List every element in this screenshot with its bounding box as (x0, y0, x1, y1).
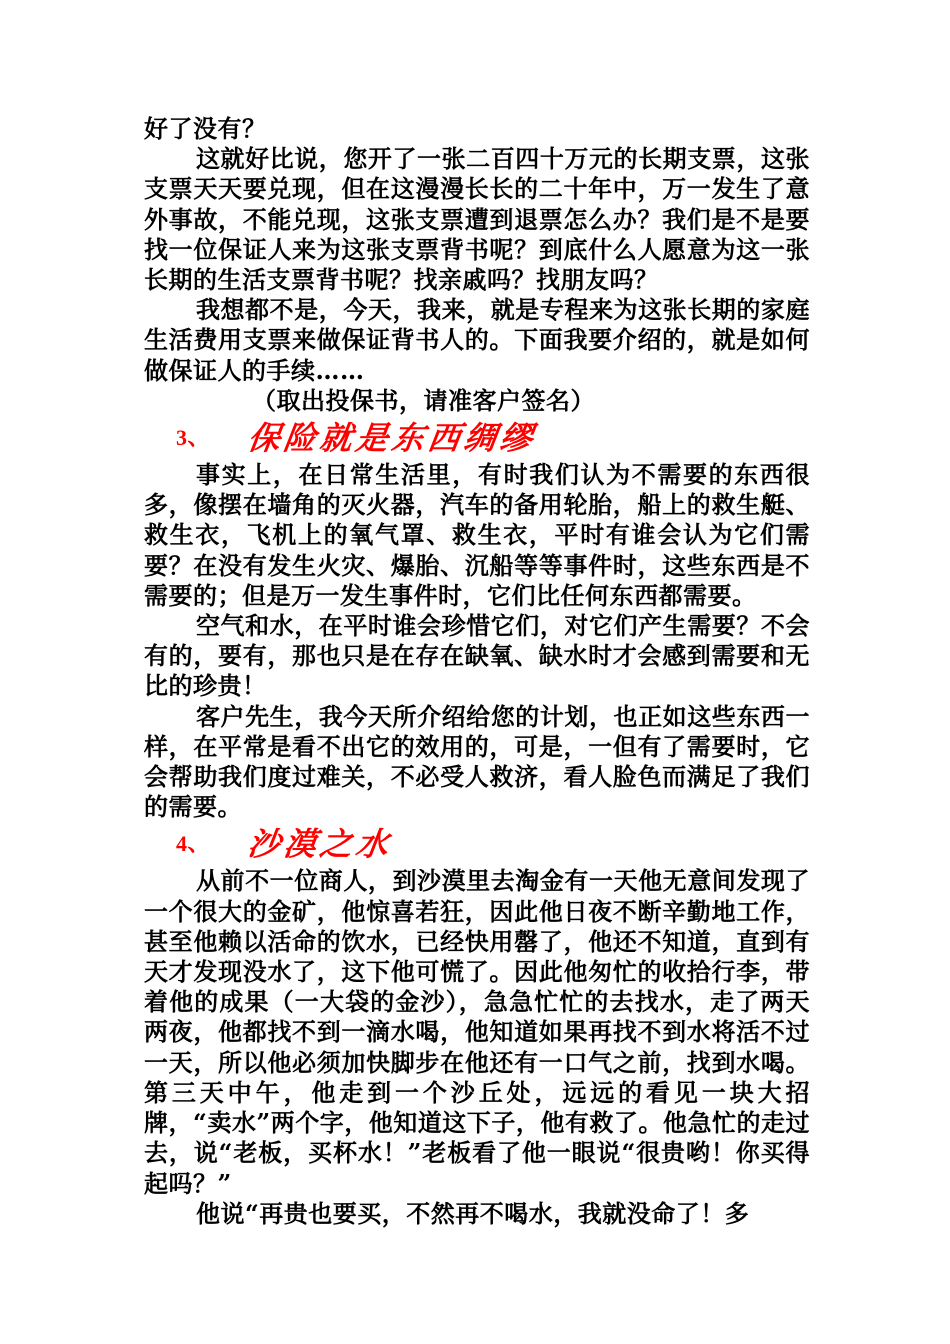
paragraph-desert-story-cont: 他说“再贵也要买，不然再不喝水，我就没命了！多 (196, 1198, 750, 1228)
paragraph-air-water: 空气和水，在平时谁会珍惜它们，对它们产生需要？不会有的，要有，那也只是在存在缺氧、缺水时才会感到需要和无比的珍贵！ (144, 611, 810, 701)
paragraph-plan-benefit: 客户先生，我今天所介绍给您的计划，也正如这些东西一样，在平常是看不出它的效用的，可是，一但有了需要时，它会帮助我们度过难关，不必受人救济，看人脸色而满足了我们的需要。 (144, 701, 810, 822)
paragraph-unneeded-things: 事实上，在日常生活里，有时我们认为不需要的东西很多，像摆在墙角的灭火器，汽车的备用轮胎，船上的救生艇、救生衣，飞机上的氧气罩、救生衣，平时有谁会认为它们需要？在没有发生火灾、爆胎、沉船等等事件时，这些东西是不需要的；但是万一发生事件时，它们比任何东西都需要。 (144, 460, 810, 610)
section-number-4: 4、 (176, 831, 211, 857)
section-number-3: 3、 (176, 424, 211, 450)
section-title-3: 保险就是东西绸缪 (245, 418, 539, 457)
document-body (144, 114, 810, 1229)
stage-direction-note: （取出投保书，请准客户签名） (252, 385, 595, 415)
paragraph-continuation: 好了没有？ (144, 114, 267, 143)
paragraph-guarantor: 我想都不是，今天，我来，就是专程来为这张长期的家庭生活费用支票来做保证背书人的。下面我要介绍的，就是如何做保证人的手续…… (144, 295, 810, 385)
section-heading-4 (144, 822, 810, 866)
section-title-4: 沙漠之水 (245, 825, 395, 864)
section-heading-3 (144, 416, 810, 460)
paragraph-desert-story: 从前不一位商人，到沙漠里去淘金有一天他无意间发现了一个很大的金矿，他惊喜若狂，因此他日夜不断辛勤地工作，甚至他赖以活命的饮水，已经快用罄了，他还不知道，直到有天才发现没水了，这下他可慌了。因此他匆忙的收拾行李，带着他的成果（一大袋的金沙），急急忙忙的去找水，走了两天两夜，他都找不到一滴水喝，他知道如果再找不到水将活不过一天，所以他必须加快脚步在他还有一口气之前，找到水喝。第三天中午，他走到一个沙丘处，远远的看见一块大招牌，“卖水”两个字，他知道这下子，他有救了。他急忙的走过去，说“老板，买杯水！”老板看了他一眼说“很贵哟！你买得起吗？” (144, 866, 810, 1198)
paragraph-check-analogy: 这就好比说，您开了一张二百四十万元的长期支票，这张支票天天要兑现，但在这漫漫长长的二十年中，万一发生了意外事故，不能兑现，这张支票遭到退票怎么办？我们是不是要找一位保证人来为这张支票背书呢？到底什么人愿意为这一张长期的生活支票背书呢？找亲戚吗？找朋友吗？ (144, 144, 810, 295)
